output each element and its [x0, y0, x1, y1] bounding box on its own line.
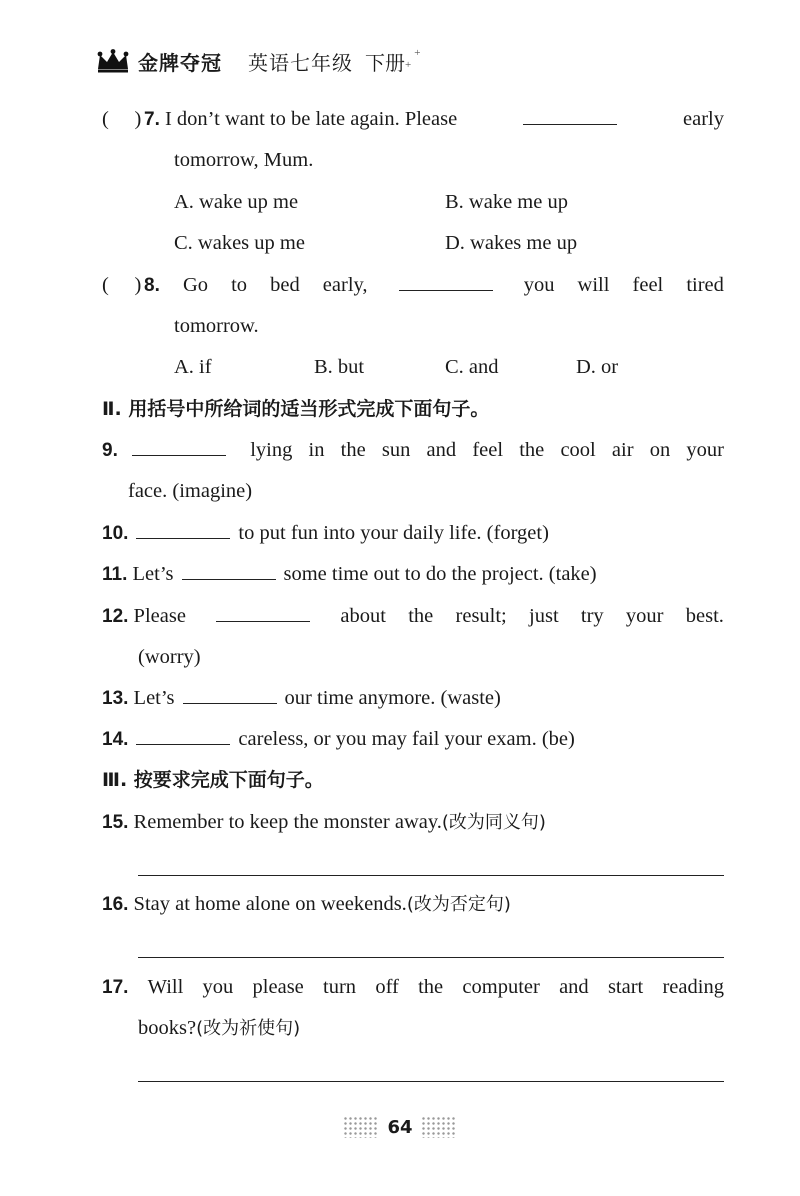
question-number: 13. — [102, 688, 129, 709]
word: air — [611, 439, 634, 461]
sparkle-star: + — [414, 47, 421, 59]
word: the — [519, 439, 545, 461]
question-7-line1 — [102, 106, 724, 133]
question-number: 9. — [102, 440, 118, 461]
question-text: Remember to keep the monster away. — [133, 811, 442, 833]
word: you — [523, 274, 555, 296]
question-number: 11. — [102, 564, 128, 585]
question-text: careless, or you may fail your exam. (be) — [238, 728, 575, 750]
question-stem-end: early — [683, 108, 724, 130]
option-b[interactable]: B. wake me up — [445, 191, 568, 213]
crown-icon — [96, 49, 130, 73]
page-footer — [0, 1116, 800, 1138]
answer-line[interactable] — [138, 957, 724, 958]
word: best. — [685, 605, 724, 627]
word: sun — [381, 439, 411, 461]
fill-blank[interactable] — [183, 685, 277, 704]
question-text: Stay at home alone on weekends. — [133, 893, 407, 915]
word: to — [231, 274, 248, 296]
question-text: Let’s — [133, 687, 175, 709]
option-a[interactable]: A. if — [174, 356, 212, 378]
question-text: Please — [133, 605, 186, 627]
question-16 — [102, 891, 724, 918]
question-text: books? — [138, 1017, 197, 1039]
option-a[interactable]: A. wake up me — [174, 191, 299, 213]
answer-paren[interactable]: ( ) — [102, 108, 142, 130]
word: your — [686, 439, 724, 461]
word: feel — [472, 439, 504, 461]
option-b[interactable]: B. but — [314, 356, 365, 378]
option-d[interactable]: D. or — [576, 356, 619, 378]
instruction: (改为祈使句) — [196, 1018, 301, 1039]
word: the — [408, 605, 434, 627]
instruction: (改为否定句) — [406, 894, 511, 915]
word: Will — [147, 976, 184, 998]
question-17-line1 — [102, 974, 724, 1001]
fill-blank[interactable] — [216, 603, 310, 622]
question-text: Let’s — [132, 563, 174, 585]
word: early, — [322, 274, 368, 296]
question-number: 17. — [102, 977, 129, 998]
word: lying — [250, 439, 293, 461]
option-c[interactable]: C. and — [445, 356, 499, 378]
question-9-line2: face. (imagine) — [128, 480, 253, 502]
fill-blank[interactable] — [132, 437, 226, 456]
volume-title: 下册 — [365, 50, 405, 75]
question-7-line2: tomorrow, Mum. — [174, 149, 314, 171]
word: tired — [686, 274, 724, 296]
question-11 — [102, 561, 724, 588]
question-number: 14. — [102, 729, 129, 750]
word: reading — [662, 976, 724, 998]
brand-title: 金牌夺冠 — [138, 50, 222, 75]
word: turn — [323, 976, 357, 998]
sparkle-small: + — [405, 59, 412, 71]
word: feel — [632, 274, 664, 296]
instruction: (改为同义句) — [441, 812, 546, 833]
question-number: 16. — [102, 894, 129, 915]
fill-blank[interactable] — [399, 272, 493, 291]
question-number: 7. — [144, 109, 160, 130]
question-17-line2 — [138, 1015, 760, 1042]
answer-line[interactable] — [138, 1081, 724, 1082]
word: will — [577, 274, 610, 296]
word: your — [625, 605, 664, 627]
question-13 — [102, 685, 724, 712]
question-8-line1 — [102, 272, 724, 299]
word: the — [418, 976, 444, 998]
subject-title: 英语七年级 — [248, 50, 353, 75]
question-10 — [102, 520, 724, 547]
word: and — [426, 439, 457, 461]
word: start — [607, 976, 644, 998]
question-number: 10. — [102, 523, 129, 544]
fill-blank[interactable] — [136, 726, 230, 745]
section-2-title: Ⅱ. 用括号中所给词的适当形式完成下面句子。 — [102, 398, 490, 420]
word: cool — [560, 439, 596, 461]
word: Go — [182, 274, 208, 296]
word: you — [202, 976, 234, 998]
question-15 — [102, 809, 724, 836]
question-number: 12. — [102, 606, 129, 627]
word: try — [580, 605, 604, 627]
word: in — [308, 439, 325, 461]
question-9-line1 — [102, 437, 724, 464]
word: just — [529, 605, 559, 627]
question-12-line2: (worry) — [138, 646, 201, 668]
section-3-title: Ⅲ. 按要求完成下面句子。 — [102, 769, 324, 791]
word: please — [252, 976, 304, 998]
question-14 — [102, 726, 724, 753]
word: off — [375, 976, 399, 998]
dot-pattern-left — [343, 1116, 379, 1138]
answer-paren[interactable]: ( ) — [102, 274, 142, 296]
word: computer — [462, 976, 540, 998]
fill-blank[interactable] — [523, 106, 617, 125]
question-text: some time out to do the project. (take) — [283, 563, 597, 585]
question-text: our time anymore. (waste) — [284, 687, 501, 709]
word: and — [559, 976, 589, 998]
word: bed — [270, 274, 300, 296]
page-header — [96, 44, 420, 78]
option-d[interactable]: D. wakes me up — [445, 232, 578, 254]
word: on — [649, 439, 671, 461]
fill-blank[interactable] — [136, 520, 230, 539]
option-c[interactable]: C. wakes up me — [174, 232, 305, 254]
question-stem: I don’t want to be late again. Please — [164, 108, 458, 130]
question-text: to put fun into your daily life. (forget) — [238, 522, 549, 544]
question-8-line2: tomorrow. — [174, 315, 259, 337]
word: the — [340, 439, 366, 461]
question-12-line1 — [102, 603, 724, 630]
dot-pattern-right — [421, 1116, 457, 1138]
page-number: 64 — [387, 1116, 413, 1138]
question-number: 15. — [102, 812, 129, 833]
answer-line[interactable] — [138, 875, 724, 876]
question-number: 8. — [144, 275, 160, 296]
word: result; — [455, 605, 507, 627]
word: about — [340, 605, 386, 627]
fill-blank[interactable] — [182, 561, 276, 580]
